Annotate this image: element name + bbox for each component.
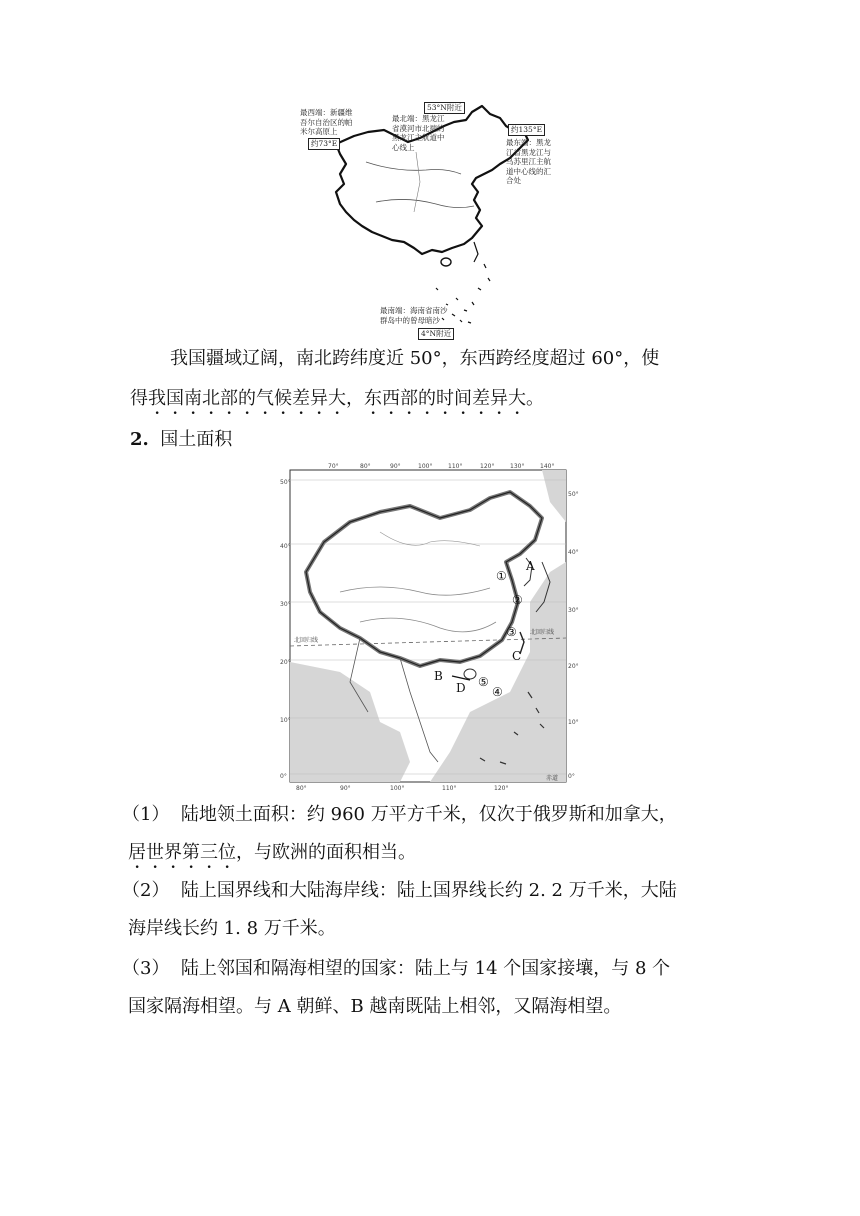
tick-label: 50° <box>568 491 579 498</box>
marker-4: ④ <box>492 685 503 699</box>
east-note-line: 乌苏里江主航 <box>506 157 551 166</box>
marker-D: D <box>456 681 466 695</box>
item-text: 陆地领土面积：约 960 万平方千米，仅次于俄罗斯和加拿大， <box>180 804 677 825</box>
west-extreme-note <box>300 108 353 137</box>
right-latitude-ticks <box>568 491 579 780</box>
tick-label: 100° <box>418 463 433 470</box>
section-title: 国土面积 <box>160 429 233 450</box>
tick-label: 30° <box>280 601 291 608</box>
east-note-line: 道中心线的汇 <box>506 166 551 176</box>
south-latitude-box: 4°N附近 <box>418 328 454 340</box>
marker-A: A <box>526 559 535 573</box>
paragraph-1-line-1: 我国疆域辽阔，南北跨纬度近 50°，东西跨经度超过 60°，使 <box>170 348 660 369</box>
text-span: ， <box>346 388 364 409</box>
top-longitude-ticks <box>328 463 554 470</box>
item-text: 陆上邻国和隔海相望的国家：陆上与 14 个国家接壤，与 8 个 <box>180 958 671 979</box>
tropic-label-left: 北回归线 <box>294 637 319 644</box>
emphasis-rank: 居世界第三位 <box>128 842 236 863</box>
south-note-line: 最南端：海南省南沙 <box>380 306 448 315</box>
tick-label: 20° <box>568 663 579 670</box>
item-number: （2） <box>122 880 170 901</box>
tick-label: 100° <box>390 785 405 792</box>
west-note-line: 米尔高原上 <box>300 127 338 136</box>
tick-label: 40° <box>280 543 291 550</box>
tick-label: 130° <box>510 463 525 470</box>
east-note-line: 最东端：黑龙 <box>506 138 551 147</box>
left-latitude-ticks <box>280 479 291 780</box>
east-extreme-note <box>506 138 551 186</box>
item-number: （3） <box>122 958 170 979</box>
item-2-line-2: 海岸线长约 1. 8 万千米。 <box>128 918 336 939</box>
emphasis-time: 东西部的时间差异大 <box>364 388 526 409</box>
tropic-label-right: 北回归线 <box>530 629 555 636</box>
text-span: 。 <box>526 388 544 409</box>
south-extreme-note <box>380 306 448 325</box>
west-note-line: 最西端：新疆维 <box>300 108 353 117</box>
tick-label: 110° <box>448 463 463 470</box>
marker-2: ② <box>512 593 523 607</box>
marker-3: ③ <box>506 625 517 639</box>
china-extremities-map <box>296 92 566 342</box>
item-3-line-1 <box>122 956 670 982</box>
tick-label: 0° <box>568 773 575 780</box>
tick-label: 30° <box>568 607 579 614</box>
tick-label: 10° <box>280 717 291 724</box>
tick-label: 50° <box>280 479 291 486</box>
north-note-line: 心线上 <box>392 142 415 152</box>
territory-map <box>280 462 580 792</box>
tick-label: 90° <box>390 463 401 470</box>
west-note-line: 吾尔自治区的帕 <box>300 117 353 127</box>
equator-label: 赤道 <box>546 775 559 782</box>
east-note-line: 江省黑龙江与 <box>506 147 551 157</box>
bottom-longitude-ticks <box>296 785 508 792</box>
item-1-line-2 <box>128 840 416 873</box>
item-number: （1） <box>122 804 170 825</box>
item-2-line-1 <box>122 878 677 904</box>
paragraph-1-line-2 <box>130 386 544 419</box>
text-span: 得 <box>130 388 148 409</box>
territory-map-drawing <box>280 462 580 792</box>
tick-label: 80° <box>360 463 371 470</box>
tick-label: 10° <box>568 719 579 726</box>
emphasis-climate: 我国南北部的气候差异大 <box>148 388 346 409</box>
west-longitude-box: 约73°E <box>308 138 340 150</box>
tick-label: 110° <box>442 785 457 792</box>
tick-label: 140° <box>540 463 555 470</box>
north-latitude-box: 53°N附近 <box>424 102 465 114</box>
east-longitude-box: 约135°E <box>508 124 545 136</box>
tick-label: 70° <box>328 463 339 470</box>
south-note-line: 群岛中的曾母暗沙 <box>380 315 440 325</box>
section-heading-2 <box>130 427 232 453</box>
marker-1: ① <box>496 569 507 583</box>
north-extreme-note <box>392 114 445 152</box>
marker-5: ⑤ <box>478 675 489 689</box>
marker-B: B <box>434 669 443 683</box>
tick-label: 120° <box>480 463 495 470</box>
item-text: 陆上国界线和大陆海岸线：陆上国界线长约 2. 2 万千米，大陆 <box>180 880 677 901</box>
item-text: ，与欧洲的面积相当。 <box>236 842 416 863</box>
section-number: 2. <box>130 429 149 450</box>
tick-label: 0° <box>280 773 287 780</box>
north-note-line: 黑龙江主航道中 <box>392 133 445 142</box>
east-note-line: 合处 <box>506 176 521 185</box>
tick-label: 120° <box>494 785 509 792</box>
item-1-line-1 <box>122 802 677 828</box>
north-note-line: 最北端：黑龙江 <box>392 114 445 123</box>
item-3-line-2: 国家隔海相望。与 A 朝鲜、B 越南既陆上相邻，又隔海相望。 <box>128 996 622 1017</box>
tick-label: 90° <box>340 785 351 792</box>
tick-label: 40° <box>568 549 579 556</box>
north-note-line: 省漠河市北端的 <box>392 123 445 133</box>
tick-label: 80° <box>296 785 307 792</box>
marker-C: C <box>512 649 522 663</box>
tick-label: 20° <box>280 659 291 666</box>
